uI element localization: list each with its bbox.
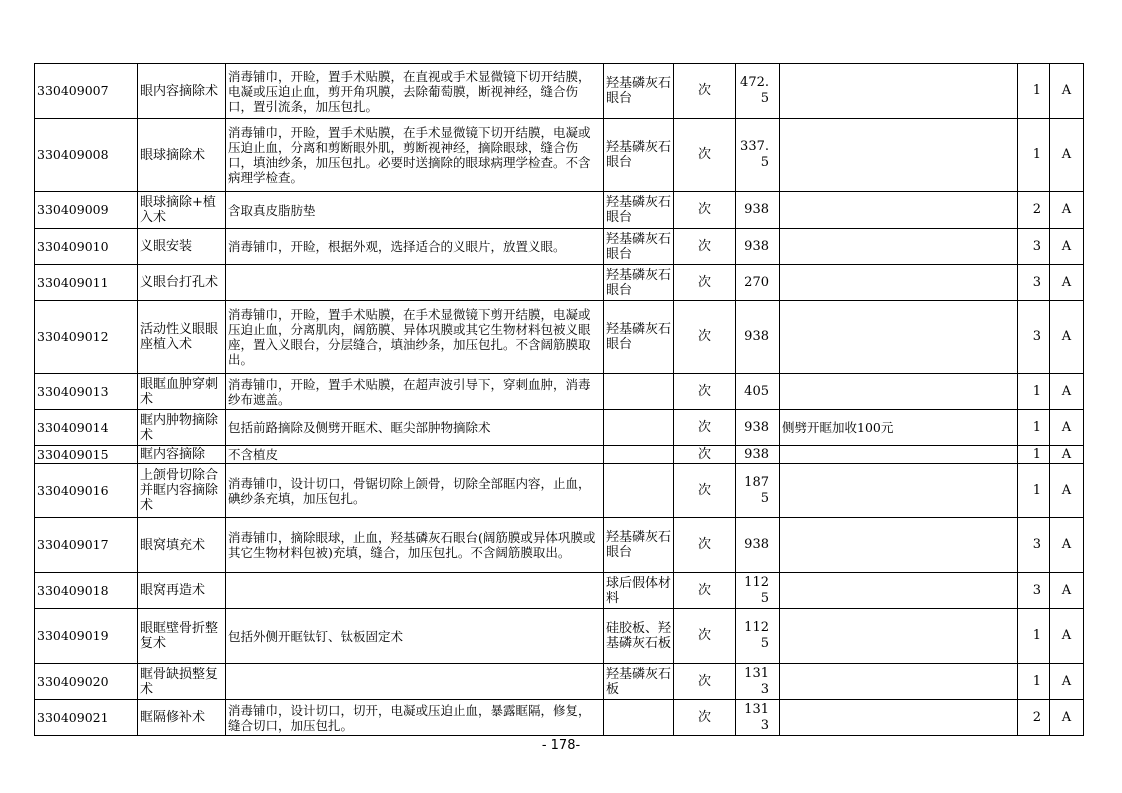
class-cell: A — [1050, 700, 1084, 736]
item-content-cell: 消毒铺巾，设计切口，骨锯切除上颌骨，切除全部眶内容，止血，碘纱条充填，加压包扎。 — [226, 464, 604, 518]
unit-cell: 次 — [674, 374, 736, 410]
price-cell: 1875 — [736, 464, 780, 518]
item-content-cell — [226, 664, 604, 700]
excluded-material-cell: 羟基磷灰石眼台 — [604, 301, 674, 374]
unit-cell: 次 — [674, 609, 736, 664]
item-code-cell: 330409012 — [35, 301, 138, 374]
item-content-cell: 不含植皮 — [226, 446, 604, 464]
table-row — [35, 410, 1084, 446]
item-name-cell: 眼眶血肿穿刺术 — [138, 374, 226, 410]
table-row — [35, 609, 1084, 664]
excluded-material-cell — [604, 464, 674, 518]
item-name-cell: 眶隔修补术 — [138, 700, 226, 736]
table-row — [35, 518, 1084, 573]
item-name-cell: 活动性义眼眼座植入术 — [138, 301, 226, 374]
table-row — [35, 119, 1084, 192]
level-cell: 1 — [1018, 664, 1050, 700]
item-content-cell: 消毒铺巾，设计切口，切开，电凝或压迫止血，暴露眶隔，修复，缝合切口，加压包扎。 — [226, 700, 604, 736]
item-code-cell: 330409015 — [35, 446, 138, 464]
price-cell: 1313 — [736, 664, 780, 700]
class-cell: A — [1050, 64, 1084, 119]
level-cell: 3 — [1018, 573, 1050, 609]
note-cell — [780, 64, 1018, 119]
table-row — [35, 464, 1084, 518]
item-code-cell: 330409019 — [35, 609, 138, 664]
class-cell: A — [1050, 609, 1084, 664]
level-cell: 3 — [1018, 518, 1050, 573]
page-number: - 178- — [541, 738, 581, 753]
table-row — [35, 573, 1084, 609]
item-code-cell: 330409011 — [35, 265, 138, 301]
excluded-material-cell — [604, 446, 674, 464]
fee-table — [34, 63, 1084, 736]
table-row — [35, 700, 1084, 736]
excluded-material-cell: 羟基磷灰石眼台 — [604, 265, 674, 301]
level-cell: 1 — [1018, 609, 1050, 664]
item-content-cell: 消毒铺巾，开睑，根据外观，选择适合的义眼片，放置义眼。 — [226, 229, 604, 265]
unit-cell: 次 — [674, 464, 736, 518]
excluded-material-cell — [604, 374, 674, 410]
excluded-material-cell: 硅胶板、羟基磷灰石板 — [604, 609, 674, 664]
unit-cell: 次 — [674, 301, 736, 374]
unit-cell: 次 — [674, 64, 736, 119]
table-body — [35, 64, 1084, 736]
item-code-cell: 330409021 — [35, 700, 138, 736]
note-cell — [780, 301, 1018, 374]
unit-cell: 次 — [674, 119, 736, 192]
level-cell: 3 — [1018, 265, 1050, 301]
item-name-cell: 上颌骨切除合并眶内容摘除术 — [138, 464, 226, 518]
class-cell: A — [1050, 229, 1084, 265]
table-row — [35, 446, 1084, 464]
excluded-material-cell: 球后假体材料 — [604, 573, 674, 609]
excluded-material-cell: 羟基磷灰石板 — [604, 664, 674, 700]
price-cell: 405 — [736, 374, 780, 410]
class-cell: A — [1050, 446, 1084, 464]
level-cell: 1 — [1018, 119, 1050, 192]
price-cell: 337.5 — [736, 119, 780, 192]
item-content-cell: 含取真皮脂肪垫 — [226, 192, 604, 229]
unit-cell: 次 — [674, 229, 736, 265]
item-name-cell: 眶骨缺损整复术 — [138, 664, 226, 700]
unit-cell: 次 — [674, 192, 736, 229]
item-content-cell: 包括前路摘除及侧劈开眶术、眶尖部肿物摘除术 — [226, 410, 604, 446]
item-code-cell: 330409007 — [35, 64, 138, 119]
note-cell — [780, 518, 1018, 573]
item-name-cell: 眼球摘除+植入术 — [138, 192, 226, 229]
item-content-cell — [226, 265, 604, 301]
table-row — [35, 229, 1084, 265]
unit-cell: 次 — [674, 700, 736, 736]
note-cell — [780, 374, 1018, 410]
unit-cell: 次 — [674, 265, 736, 301]
class-cell: A — [1050, 573, 1084, 609]
excluded-material-cell: 羟基磷灰石眼台 — [604, 229, 674, 265]
class-cell: A — [1050, 119, 1084, 192]
item-name-cell: 眼内容摘除术 — [138, 64, 226, 119]
excluded-material-cell — [604, 700, 674, 736]
note-cell — [780, 573, 1018, 609]
table-row — [35, 301, 1084, 374]
class-cell: A — [1050, 374, 1084, 410]
note-cell — [780, 192, 1018, 229]
table-row — [35, 64, 1084, 119]
note-cell — [780, 664, 1018, 700]
price-cell: 938 — [736, 192, 780, 229]
unit-cell: 次 — [674, 410, 736, 446]
item-name-cell: 眼眶壁骨折整复术 — [138, 609, 226, 664]
table-row — [35, 192, 1084, 229]
class-cell: A — [1050, 518, 1084, 573]
item-name-cell: 义眼台打孔术 — [138, 265, 226, 301]
item-content-cell — [226, 573, 604, 609]
price-cell: 938 — [736, 518, 780, 573]
note-cell — [780, 700, 1018, 736]
item-code-cell: 330409008 — [35, 119, 138, 192]
class-cell: A — [1050, 410, 1084, 446]
item-code-cell: 330409013 — [35, 374, 138, 410]
table-row — [35, 374, 1084, 410]
item-content-cell: 消毒铺巾，开睑，置手术贴膜，在手术显微镜下切开结膜，电凝或压迫止血，分离和剪断眼外肌，剪断视神经，摘除眼球，缝合伤口，填油纱条，加压包扎。必要时送摘除的眼球病理学检查。不含病理学检查。 — [226, 119, 604, 192]
excluded-material-cell: 羟基磷灰石眼台 — [604, 119, 674, 192]
level-cell: 3 — [1018, 301, 1050, 374]
level-cell: 2 — [1018, 192, 1050, 229]
price-cell: 270 — [736, 265, 780, 301]
item-code-cell: 330409018 — [35, 573, 138, 609]
price-cell: 938 — [736, 301, 780, 374]
level-cell: 1 — [1018, 464, 1050, 518]
level-cell: 1 — [1018, 64, 1050, 119]
item-content-cell: 包括外侧开眶钛钉、钛板固定术 — [226, 609, 604, 664]
unit-cell: 次 — [674, 664, 736, 700]
class-cell: A — [1050, 664, 1084, 700]
note-cell — [780, 464, 1018, 518]
excluded-material-cell: 羟基磷灰石眼台 — [604, 518, 674, 573]
note-cell — [780, 446, 1018, 464]
note-cell — [780, 609, 1018, 664]
item-name-cell: 眼球摘除术 — [138, 119, 226, 192]
item-code-cell: 330409016 — [35, 464, 138, 518]
price-cell: 938 — [736, 446, 780, 464]
price-cell: 1125 — [736, 609, 780, 664]
unit-cell: 次 — [674, 446, 736, 464]
unit-cell: 次 — [674, 573, 736, 609]
price-cell: 1125 — [736, 573, 780, 609]
table-row — [35, 664, 1084, 700]
item-content-cell: 消毒铺巾，开睑，置手术贴膜，在手术显微镜下剪开结膜，电凝或压迫止血，分离肌肉，阔筋膜、异体巩膜或其它生物材料包被义眼座，置入义眼台，分层缝合，填油纱条，加压包扎。不含阔筋膜取出。 — [226, 301, 604, 374]
note-cell: 侧劈开眶加收100元 — [780, 410, 1018, 446]
class-cell: A — [1050, 464, 1084, 518]
class-cell: A — [1050, 301, 1084, 374]
level-cell: 2 — [1018, 700, 1050, 736]
unit-cell: 次 — [674, 518, 736, 573]
item-name-cell: 眼窝填充术 — [138, 518, 226, 573]
level-cell: 1 — [1018, 410, 1050, 446]
excluded-material-cell: 羟基磷灰石眼台 — [604, 192, 674, 229]
item-content-cell: 消毒铺巾，摘除眼球，止血，羟基磷灰石眼台(阔筋膜或异体巩膜或其它生物材料包被)充填，缝合，加压包扎。不含阔筋膜取出。 — [226, 518, 604, 573]
item-code-cell: 330409009 — [35, 192, 138, 229]
price-cell: 938 — [736, 229, 780, 265]
price-cell: 1313 — [736, 700, 780, 736]
class-cell: A — [1050, 265, 1084, 301]
class-cell: A — [1050, 192, 1084, 229]
item-content-cell: 消毒铺巾，开睑，置手术贴膜，在超声波引导下，穿刺血肿，消毒纱布遮盖。 — [226, 374, 604, 410]
table-row — [35, 265, 1084, 301]
price-cell: 938 — [736, 410, 780, 446]
level-cell: 1 — [1018, 374, 1050, 410]
item-name-cell: 眶内容摘除 — [138, 446, 226, 464]
excluded-material-cell — [604, 410, 674, 446]
price-cell: 472.5 — [736, 64, 780, 119]
level-cell: 1 — [1018, 446, 1050, 464]
item-code-cell: 330409014 — [35, 410, 138, 446]
excluded-material-cell: 羟基磷灰石眼台 — [604, 64, 674, 119]
note-cell — [780, 119, 1018, 192]
item-name-cell: 眶内肿物摘除术 — [138, 410, 226, 446]
level-cell: 3 — [1018, 229, 1050, 265]
item-content-cell: 消毒铺巾，开睑，置手术贴膜，在直视或手术显微镜下切开结膜，电凝或压迫止血，剪开角巩膜，去除葡萄膜，断视神经，缝合伤口，置引流条，加压包扎。 — [226, 64, 604, 119]
item-code-cell: 330409010 — [35, 229, 138, 265]
note-cell — [780, 229, 1018, 265]
item-name-cell: 眼窝再造术 — [138, 573, 226, 609]
item-name-cell: 义眼安装 — [138, 229, 226, 265]
item-code-cell: 330409017 — [35, 518, 138, 573]
item-code-cell: 330409020 — [35, 664, 138, 700]
note-cell — [780, 265, 1018, 301]
